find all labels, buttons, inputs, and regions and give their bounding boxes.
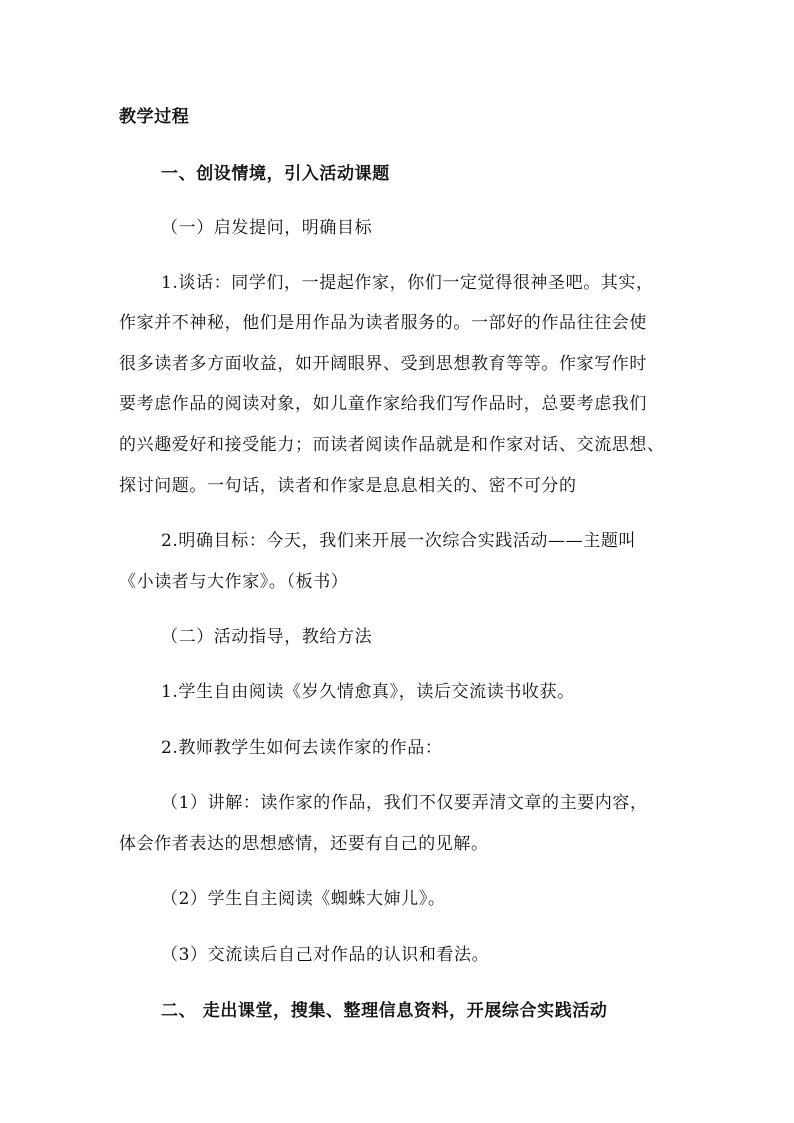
doc-title: 教学过程: [119, 107, 190, 127]
subsection-1-heading: （一）启发提问，明确目标: [161, 218, 373, 238]
section-1-heading: 一、创设情境，引入活动课题: [161, 164, 390, 184]
paragraph-line: 作家并不神秘，他们是用作品为读者服务的。一部好的作品往往会使: [119, 313, 647, 333]
paragraph-line: 1.谈话：同学们，一提起作家，你们一定觉得很神圣吧。其实，: [161, 273, 654, 293]
paragraph-line: （2）学生自主阅读《蜘蛛大婶儿》。: [161, 889, 446, 909]
paragraph-line: （1）讲解：读作家的作品，我们不仅要弄清文章的主要内容，: [161, 793, 648, 813]
subsection-2-heading: （二）活动指导，教给方法: [161, 627, 373, 647]
paragraph-line: 要考虑作品的阅读对象，如儿童作家给我们写作品时，总要考虑我们: [119, 394, 647, 414]
paragraph-line: 2.教师教学生如何去读作家的作品：: [161, 738, 443, 758]
paragraph-line: （3）交流读后自己对作品的认识和看法。: [161, 945, 490, 965]
paragraph-line: 《小读者与大作家》。（板书）: [119, 572, 349, 592]
paragraph-line: 2.明确目标：今天，我们来开展一次综合实践活动——主题叫: [161, 531, 637, 551]
paragraph-line: 探讨问题。一句话，读者和作家是息息相关的、密不可分的: [119, 476, 577, 496]
paragraph-line: 体会作者表达的思想感情，还要有自己的见解。: [119, 834, 489, 854]
paragraph-line: 的兴趣爱好和接受能力；而读者阅读作品就是和作家对话、交流思想、: [119, 435, 665, 455]
section-2-heading: 二、 走出课堂，搜集、整理信息资料，开展综合实践活动: [161, 1001, 608, 1021]
paragraph-line: 1.学生自由阅读《岁久情愈真》，读后交流读书收获。: [161, 682, 575, 702]
paragraph-line: 很多读者多方面收益，如开阔眼界、受到思想教育等等。作家写作时: [119, 354, 647, 374]
